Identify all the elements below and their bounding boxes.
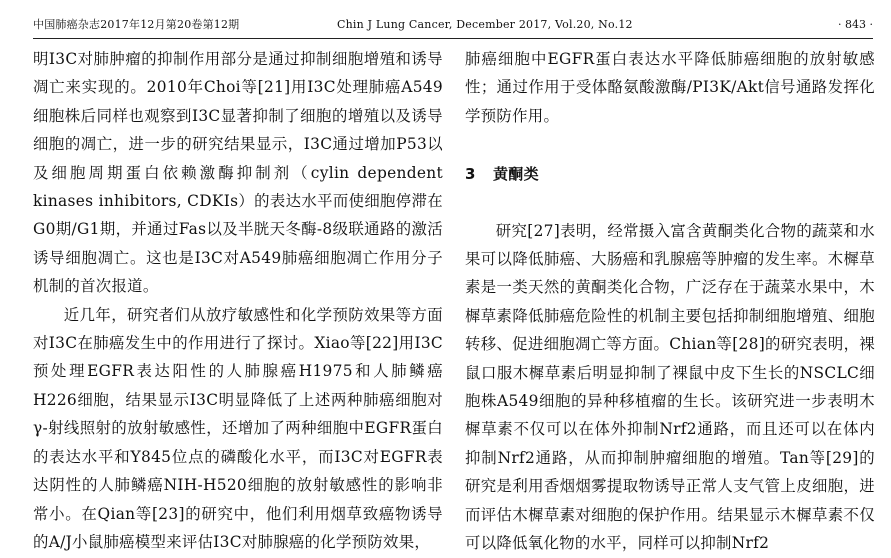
- journal-citation: Chin J Lung Cancer, December 2017, Vol.20, No.12: [337, 18, 633, 31]
- section-number: 3: [465, 165, 476, 184]
- right-column: [465, 45, 875, 558]
- left-column: [33, 45, 443, 556]
- right-paragraph-1: 肺癌细胞中EGFR蛋白表达水平降低肺癌细胞的放射敏感性；通过作用于受体酪氨酸激酶/PI3K/Akt信号通路发挥化学预防作用。: [465, 50, 875, 125]
- page-number: · 843 ·: [838, 18, 873, 31]
- journal-name: 中国肺癌杂志2017年12月第20卷第12期: [33, 18, 240, 31]
- section-title: 黄酮类: [493, 165, 539, 184]
- right-paragraph-2: 研究[27]表明，经常摄入富含黄酮类化合物的蔬菜和水果可以降低肺癌、大肠癌和乳腺癌等肿瘤的发生率。木樨草素是一类天然的黄酮类化合物，广泛存在于蔬菜水果中，木樨草素降低肺癌危险性的机制主要包括抑制细胞增殖、细胞转移、促进细胞凋亡等方面。Chian等[28]的研究表明，裸鼠口服木樨草素后明显抑制了裸鼠中皮下生长的NSCLC细胞株A549细胞的异种移植瘤的生长。该研究进一步表明木樨草素不仅可以在体外抑制Nrf2通路，而且还可以在体内抑制Nrf2通路，从而抑制肿瘤细胞的增殖。Tan等[29]的研究是利用香烟烟雾提取物诱导正常人支气管上皮细胞，进而评估木樨草素对细胞的保护作用。结果显示木樨草素不仅可以降低氧化物的水平，同样可以抑制Nrf2: [465, 221, 875, 553]
- section-heading: [465, 160, 875, 188]
- left-paragraph-2: 近几年，研究者们从放疗敏感性和化学预防效果等方面对I3C在肺癌发生中的作用进行了探讨。Xiao等[22]用I3C预处理EGFR表达阳性的人肺腺癌H1975和人肺鳞癌H226细胞，结果显示I3C明显降低了上述两种肺癌细胞对γ-射线照射的放射敏感性，还增加了两种细胞中EGFR蛋白的表达水平和Y845位点的磷酸化水平，而I3C对EGFR表达阴性的人肺鳞癌NIH-H520细胞的放射敏感性的影响非常小。在Qian等[23]的研究中，他们利用烟草致癌物诱导的A/J小鼠肺癌模型来评估I3C对肺腺癌的化学预防效果，: [33, 305, 443, 551]
- left-paragraph-1: 明I3C对肺肿瘤的抑制作用部分是通过抑制细胞增殖和诱导凋亡来实现的。2010年Choi等[21]用I3C处理肺癌A549细胞株后同样也观察到I3C显著抑制了细胞的增殖以及诱导细胞的凋亡，进一步的研究结果显示，I3C通过增加P53以及细胞周期蛋白依赖激酶抑制剂（cylin dependent kinases inhibitors, CDKIs）的表达水平而使细胞停滞在G0期/G1期，并通过Fas以及半胱天冬酶-8级联通路的激活诱导细胞凋亡。这也是I3C对A549肺癌细胞凋亡作用分子机制的首次报道。: [33, 50, 443, 296]
- running-header: [33, 16, 873, 39]
